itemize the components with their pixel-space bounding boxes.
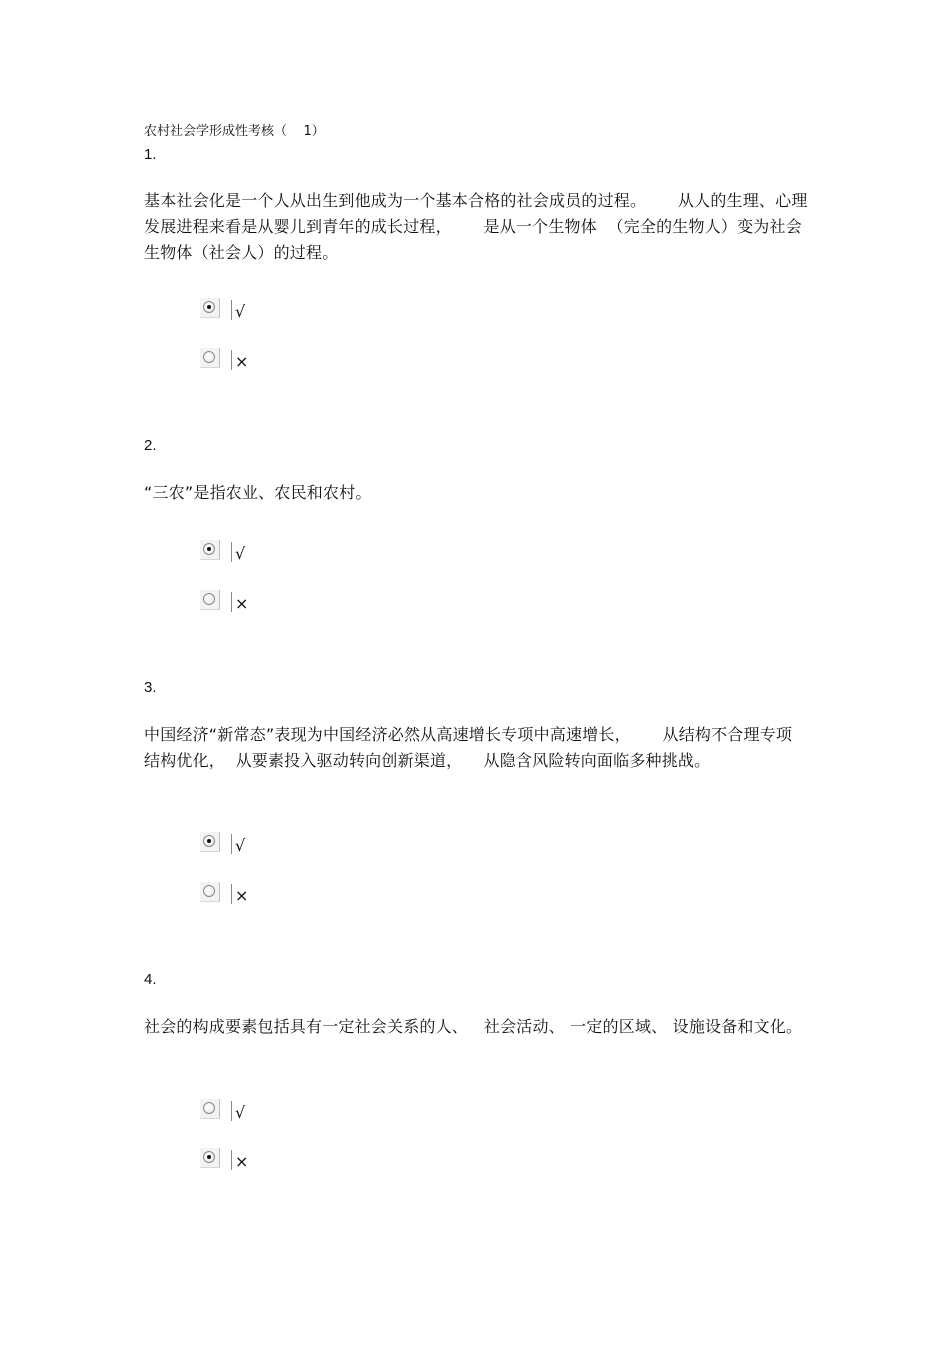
question-text: 社会的构成要素包括具有一定社会关系的人、 社会活动、 一定的区域、 设施设备和文化。 <box>144 1017 803 1036</box>
option-label: × <box>235 352 249 371</box>
radio-button-icon <box>200 1148 220 1168</box>
option-label: × <box>235 594 249 613</box>
radio-button-icon <box>200 1099 220 1119</box>
option-label: √ <box>235 302 246 321</box>
radio-button-icon <box>200 298 220 318</box>
option-true-radio[interactable] <box>200 298 260 324</box>
page-title: 农村社会学形成性考核（ 1） <box>144 124 325 139</box>
option-label: √ <box>235 544 246 563</box>
radio-button-icon <box>200 832 220 852</box>
option-false-radio[interactable] <box>200 1148 260 1174</box>
question-number: 2. <box>144 437 157 454</box>
question-text: 中国经济“新常态”表现为中国经济必然从高速增长专项中高速增长， 从结构不合理专项结构优化， 从要素投入驱动转向创新渠道， 从隐含风险转向面临多种挑战。 <box>144 725 793 770</box>
option-label: × <box>235 886 249 905</box>
option-true-radio[interactable] <box>200 1099 260 1125</box>
option-false-radio[interactable] <box>200 348 260 374</box>
option-label: √ <box>235 836 246 855</box>
radio-button-icon <box>200 540 220 560</box>
question-number: 3. <box>144 679 157 696</box>
question-text: “三农”是指农业、农民和农村。 <box>144 483 372 502</box>
radio-button-icon <box>200 590 220 610</box>
radio-dot-icon <box>207 547 211 551</box>
question-text: 基本社会化是一个人从出生到他成为一个基本合格的社会成员的过程。 从人的生理、心理发展进程来看是从婴儿到青年的成长过程， 是从一个生物体 （完全的生物人）变为社会生物体（社会人）的过程。 <box>144 191 808 262</box>
option-false-radio[interactable] <box>200 882 260 908</box>
radio-dot-icon <box>207 839 211 843</box>
option-label: × <box>235 1152 249 1171</box>
option-true-radio[interactable] <box>200 832 260 858</box>
radio-dot-icon <box>207 1155 211 1159</box>
radio-button-icon <box>200 348 220 368</box>
question-number: 4. <box>144 971 157 988</box>
radio-dot-icon <box>207 305 211 309</box>
radio-button-icon <box>200 882 220 902</box>
option-label: √ <box>235 1103 246 1122</box>
option-true-radio[interactable] <box>200 540 260 566</box>
question-number: 1. <box>144 146 157 163</box>
option-false-radio[interactable] <box>200 590 260 616</box>
